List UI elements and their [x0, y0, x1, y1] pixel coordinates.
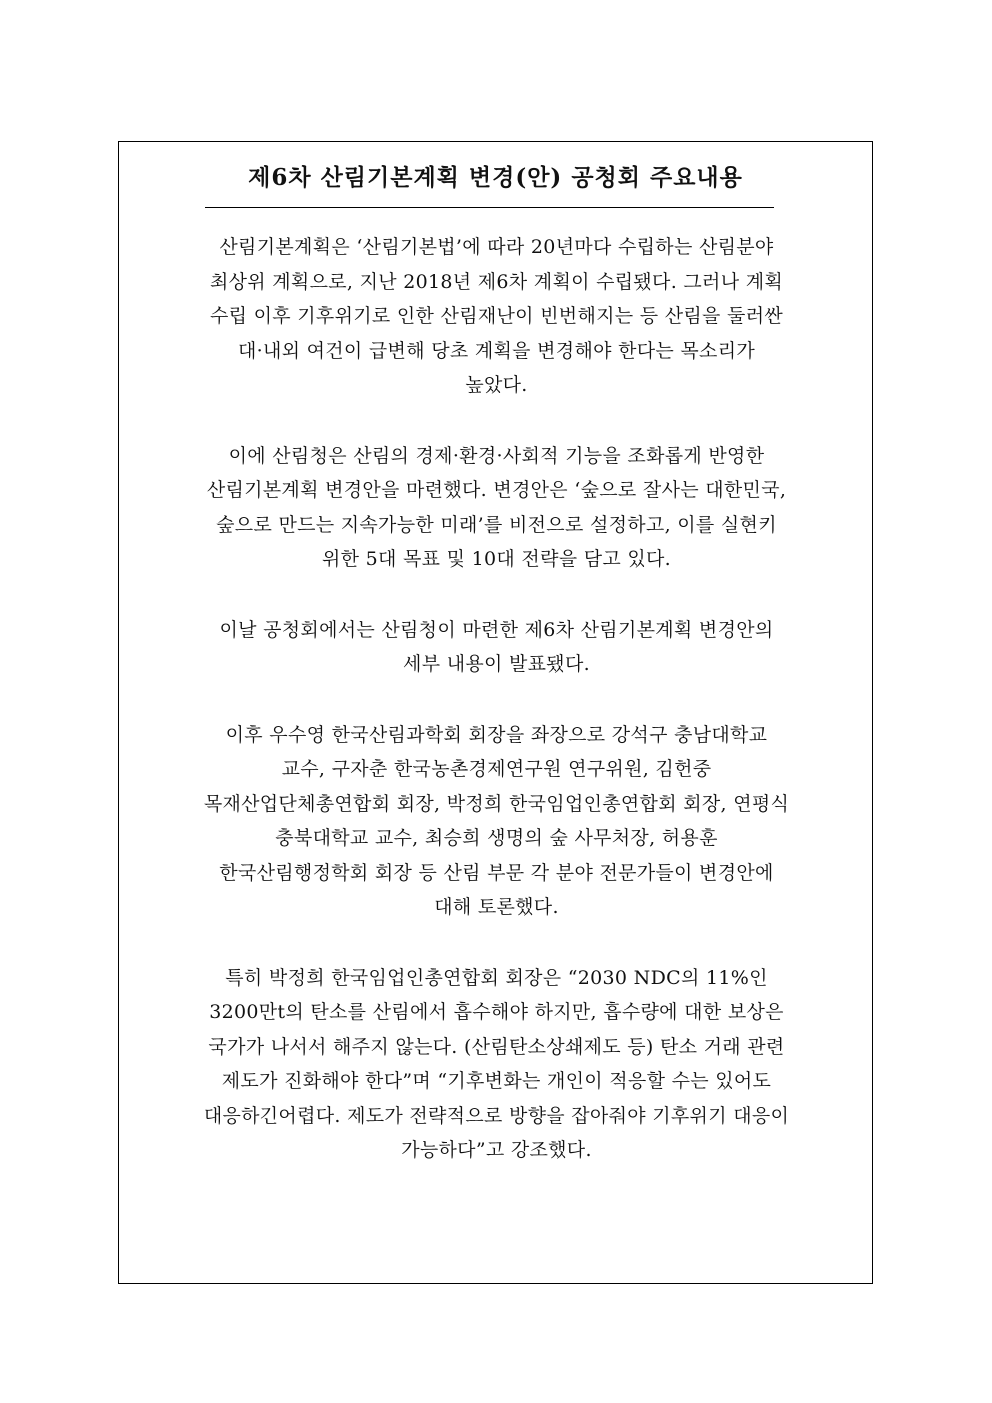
text-line: 숲으로 만드는 지속가능한 미래’를 비전으로 설정하고, 이를 실현키: [216, 513, 777, 536]
text-line: 대해 토론했다.: [434, 896, 559, 918]
text-line: 국가가 나서서 해주지 않는다. (산림탄소상쇄제도 등) 탄소 거래 관련: [208, 1035, 785, 1058]
text-line: 목재산업단체총연합회 회장, 박정희 한국임업인총연합회 회장, 연평식: [203, 792, 790, 815]
text-line: 충북대학교 교수, 최승희 생명의 숲 사무처장, 허용훈: [275, 827, 718, 849]
text-line: 교수, 구자춘 한국농촌경제연구원 연구위원, 김헌중: [281, 758, 712, 780]
paragraph-plan-background: [141, 230, 852, 403]
text-line: 세부 내용이 발표됐다.: [403, 653, 590, 675]
text-line: 수립 이후 기후위기로 인한 산림재난이 빈번해지는 등 산림을 둘러싼: [209, 305, 784, 327]
text-line: 가능하다”고 강조했다.: [401, 1139, 592, 1161]
paragraph-revision-plan: [141, 439, 852, 577]
text-line: 이후 우수영 한국산림과학회 회장을 좌장으로 강석구 충남대학교: [225, 723, 768, 746]
text-line: 대·내외 여건이 급변해 당초 계획을 변경해야 한다는 목소리가: [237, 339, 756, 362]
text-line: 이날 공청회에서는 산림청이 마련한 제6차 산림기본계획 변경안의: [219, 618, 774, 641]
document-title: 제6차 산림기본계획 변경(안) 공청회 주요내용: [248, 164, 743, 191]
paragraph-carbon-remarks: [141, 961, 852, 1168]
text-line: 산림기본계획은 ‘산림기본법’에 따라 20년마다 수립하는 산림분야: [219, 236, 774, 258]
text-line: 산림기본계획 변경안을 마련했다. 변경안은 ‘숲으로 잘사는 대한민국,: [206, 479, 787, 501]
text-line: 위한 5대 목표 및 10대 전략을 담고 있다.: [321, 548, 672, 570]
text-line: 특히 박정희 한국임업인총연합회 회장은 “2030 NDC의 11%인: [225, 966, 768, 989]
text-line: 제도가 진화해야 한다”며 “기후변화는 개인이 적응할 수는 있어도: [221, 1070, 772, 1092]
paragraph-panel-discussion: [141, 718, 852, 925]
text-line: 대응하긴어렵다. 제도가 전략적으로 방향을 잡아줘야 기후위기 대응이: [203, 1104, 790, 1127]
paragraph-hearing-presentation: [141, 613, 852, 682]
document-body: [141, 230, 852, 1204]
text-line: 이에 산림청은 산림의 경제·환경·사회적 기능을 조화롭게 반영한: [228, 444, 765, 467]
title-underline: [205, 207, 774, 208]
document-frame: [118, 141, 873, 1284]
text-line: 최상위 계획으로, 지난 2018년 제6차 계획이 수립됐다. 그러나 계획: [209, 270, 784, 293]
text-line: 높았다.: [465, 374, 528, 396]
text-line: 한국산림행정학회 회장 등 산림 부문 각 분야 전문가들이 변경안에: [219, 861, 774, 884]
text-line: 3200만t의 탄소를 산림에서 흡수해야 하지만, 흡수량에 대한 보상은: [209, 1001, 784, 1023]
